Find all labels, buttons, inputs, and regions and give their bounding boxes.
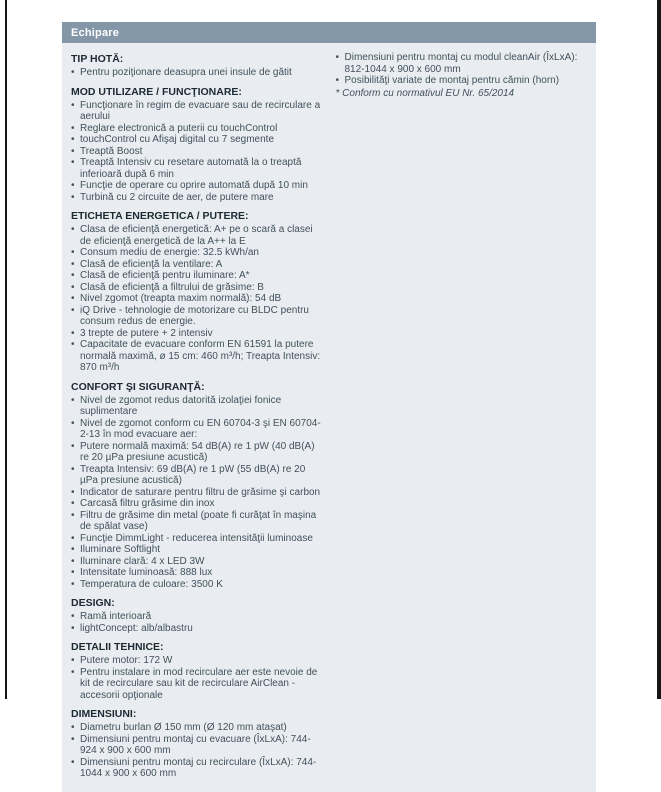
spec-list (71, 655, 323, 701)
section-title: TIP HOTĂ: (71, 53, 124, 65)
spec-item: • lightConcept: alb/albastru (71, 623, 323, 635)
section-title: DETALII TEHNICE: (71, 641, 164, 653)
spec-section (71, 86, 323, 204)
spec-item: • Pentru instalare in mod recirculare aer este nevoie de kit de recirculare sau kit de recirculare AirClean - accesorii opţionale (71, 667, 323, 702)
spec-item: • Dimensiuni pentru montaj cu evacuare (ÎxLxA): 744-924 x 900 x 600 mm (71, 734, 323, 757)
spec-list (71, 611, 323, 634)
spec-item: • Putere motor: 172 W (71, 655, 323, 667)
panel-title: Echipare (71, 27, 120, 39)
spec-item: • Clasa de eficienţă energetică: A+ pe o scară a clasei de eficienţă energetică de la A++ la E (71, 224, 323, 247)
section-title: CONFORT ŞI SIGURANŢĂ: (71, 380, 205, 393)
spec-item: • Clasă de eficienţă a filtrului de grăsime: B (71, 282, 323, 294)
spec-item: • Treaptă Boost (71, 146, 323, 158)
spec-item: • Iluminare clară: 4 x LED 3W (71, 556, 323, 568)
column-left (71, 52, 323, 780)
spec-item: • Turbină cu 2 circuite de aer, de putere mare (71, 192, 323, 204)
footnote: * Conform cu normativul EU Nr. 65/2014 (335, 87, 515, 99)
spec-item: • Filtru de grăsime din metal (poate fi curăţat în maşina de spălat vase) (71, 510, 323, 533)
spec-section (71, 53, 323, 79)
echipare-spec-panel (62, 22, 596, 792)
spec-item: • Reglare electronică a puterii cu touchControl (71, 123, 323, 135)
spec-item: • Clasă de eficienţă la ventilare: A (71, 259, 323, 271)
spec-list (71, 224, 323, 374)
spec-item: • Ramă interioară (71, 611, 323, 623)
spec-list (71, 395, 323, 591)
section-title: MOD UTILIZARE / FUNCŢIONARE: (71, 85, 242, 98)
spec-section (71, 210, 323, 374)
spec-item: • Funcţie DimmLight - reducerea intensităţii luminoase (71, 533, 323, 545)
spec-list (71, 722, 323, 780)
spec-item: • Clasă de eficienţă pentru iluminare: A* (71, 270, 323, 282)
spec-item: • Nivel de zgomot conform cu EN 60704-3 şi EN 60704-2-13 în mod evacuare aer: (71, 418, 323, 441)
right-border-line (657, 0, 661, 699)
spec-list (336, 52, 588, 87)
spec-list (71, 67, 323, 79)
spec-item: • Nivel zgomot (treapta maxim normală): 54 dB (71, 293, 323, 305)
section-title: DESIGN: (71, 597, 115, 609)
section-title: DIMENSIUNI: (71, 708, 137, 720)
spec-section (336, 52, 588, 99)
spec-section (71, 708, 323, 780)
spec-item: • Funcţionare în regim de evacuare sau de recirculare a aerului (71, 100, 323, 123)
spec-item: • Carcasă filtru grăsime din inox (71, 498, 323, 510)
spec-item: • Putere normală maximă: 54 dB(A) re 1 pW (40 dB(A) re 20 µPa presiune acustică) (71, 441, 323, 464)
spec-item: • Treaptă Intensiv cu resetare automată la o treaptă inferioară după 6 min (71, 157, 323, 180)
spec-item: • Nivel de zgomot redus datorită izolaţiei fonice suplimentare (71, 395, 323, 418)
spec-item: • touchControl cu Afişaj digital cu 7 segmente (71, 134, 323, 146)
spec-item: • Dimensiuni pentru montaj cu modul cleanAir (ÎxLxA): 812-1044 x 900 x 600 mm (336, 52, 588, 75)
spec-item: • iQ Drive - tehnologie de motorizare cu BLDC pentru consum redus de energie. (71, 305, 323, 328)
panel-header (62, 22, 596, 43)
spec-item: • Treapta Intensiv: 69 dB(A) re 1 pW (55 dB(A) re 20 µPa presiune acustică) (71, 464, 323, 487)
spec-item: • Diametru burlan Ø 150 mm (Ø 120 mm ataşat) (71, 722, 323, 734)
spec-item: • Pentru poziţionare deasupra unei insule de gătit (71, 67, 323, 79)
spec-item: • Dimensiuni pentru montaj cu recirculare (ÎxLxA): 744-1044 x 900 x 600 mm (71, 757, 323, 780)
spec-section (71, 381, 323, 591)
spec-item: • 3 trepte de putere + 2 intensiv (71, 328, 323, 340)
spec-item: • Funcţie de operare cu oprire automată după 10 min (71, 180, 323, 192)
spec-item: • Intensitate luminoasă: 888 lux (71, 567, 323, 579)
spec-section (71, 641, 323, 701)
column-right (336, 52, 588, 780)
left-border-line (5, 0, 7, 699)
spec-item: • Capacitate de evacuare conform EN 61591 la putere normală maximă, ø 15 cm: 460 m³/h; Treapta Intensiv: 870 m³/h (71, 339, 323, 374)
section-title: ETICHETA ENERGETICA / PUTERE: (71, 210, 249, 222)
panel-body (62, 43, 596, 792)
spec-item: • Temperatura de culoare: 3500 K (71, 579, 323, 591)
spec-list (71, 100, 323, 204)
spec-item: • Indicator de saturare pentru filtru de grăsime şi carbon (71, 487, 323, 499)
spec-item: • Consum mediu de energie: 32.5 kWh/an (71, 247, 323, 259)
spec-item: • Posibilităţi variate de montaj pentru cămin (horn) (336, 75, 588, 87)
spec-section (71, 597, 323, 634)
spec-item: • Iluminare Softlight (71, 544, 323, 556)
